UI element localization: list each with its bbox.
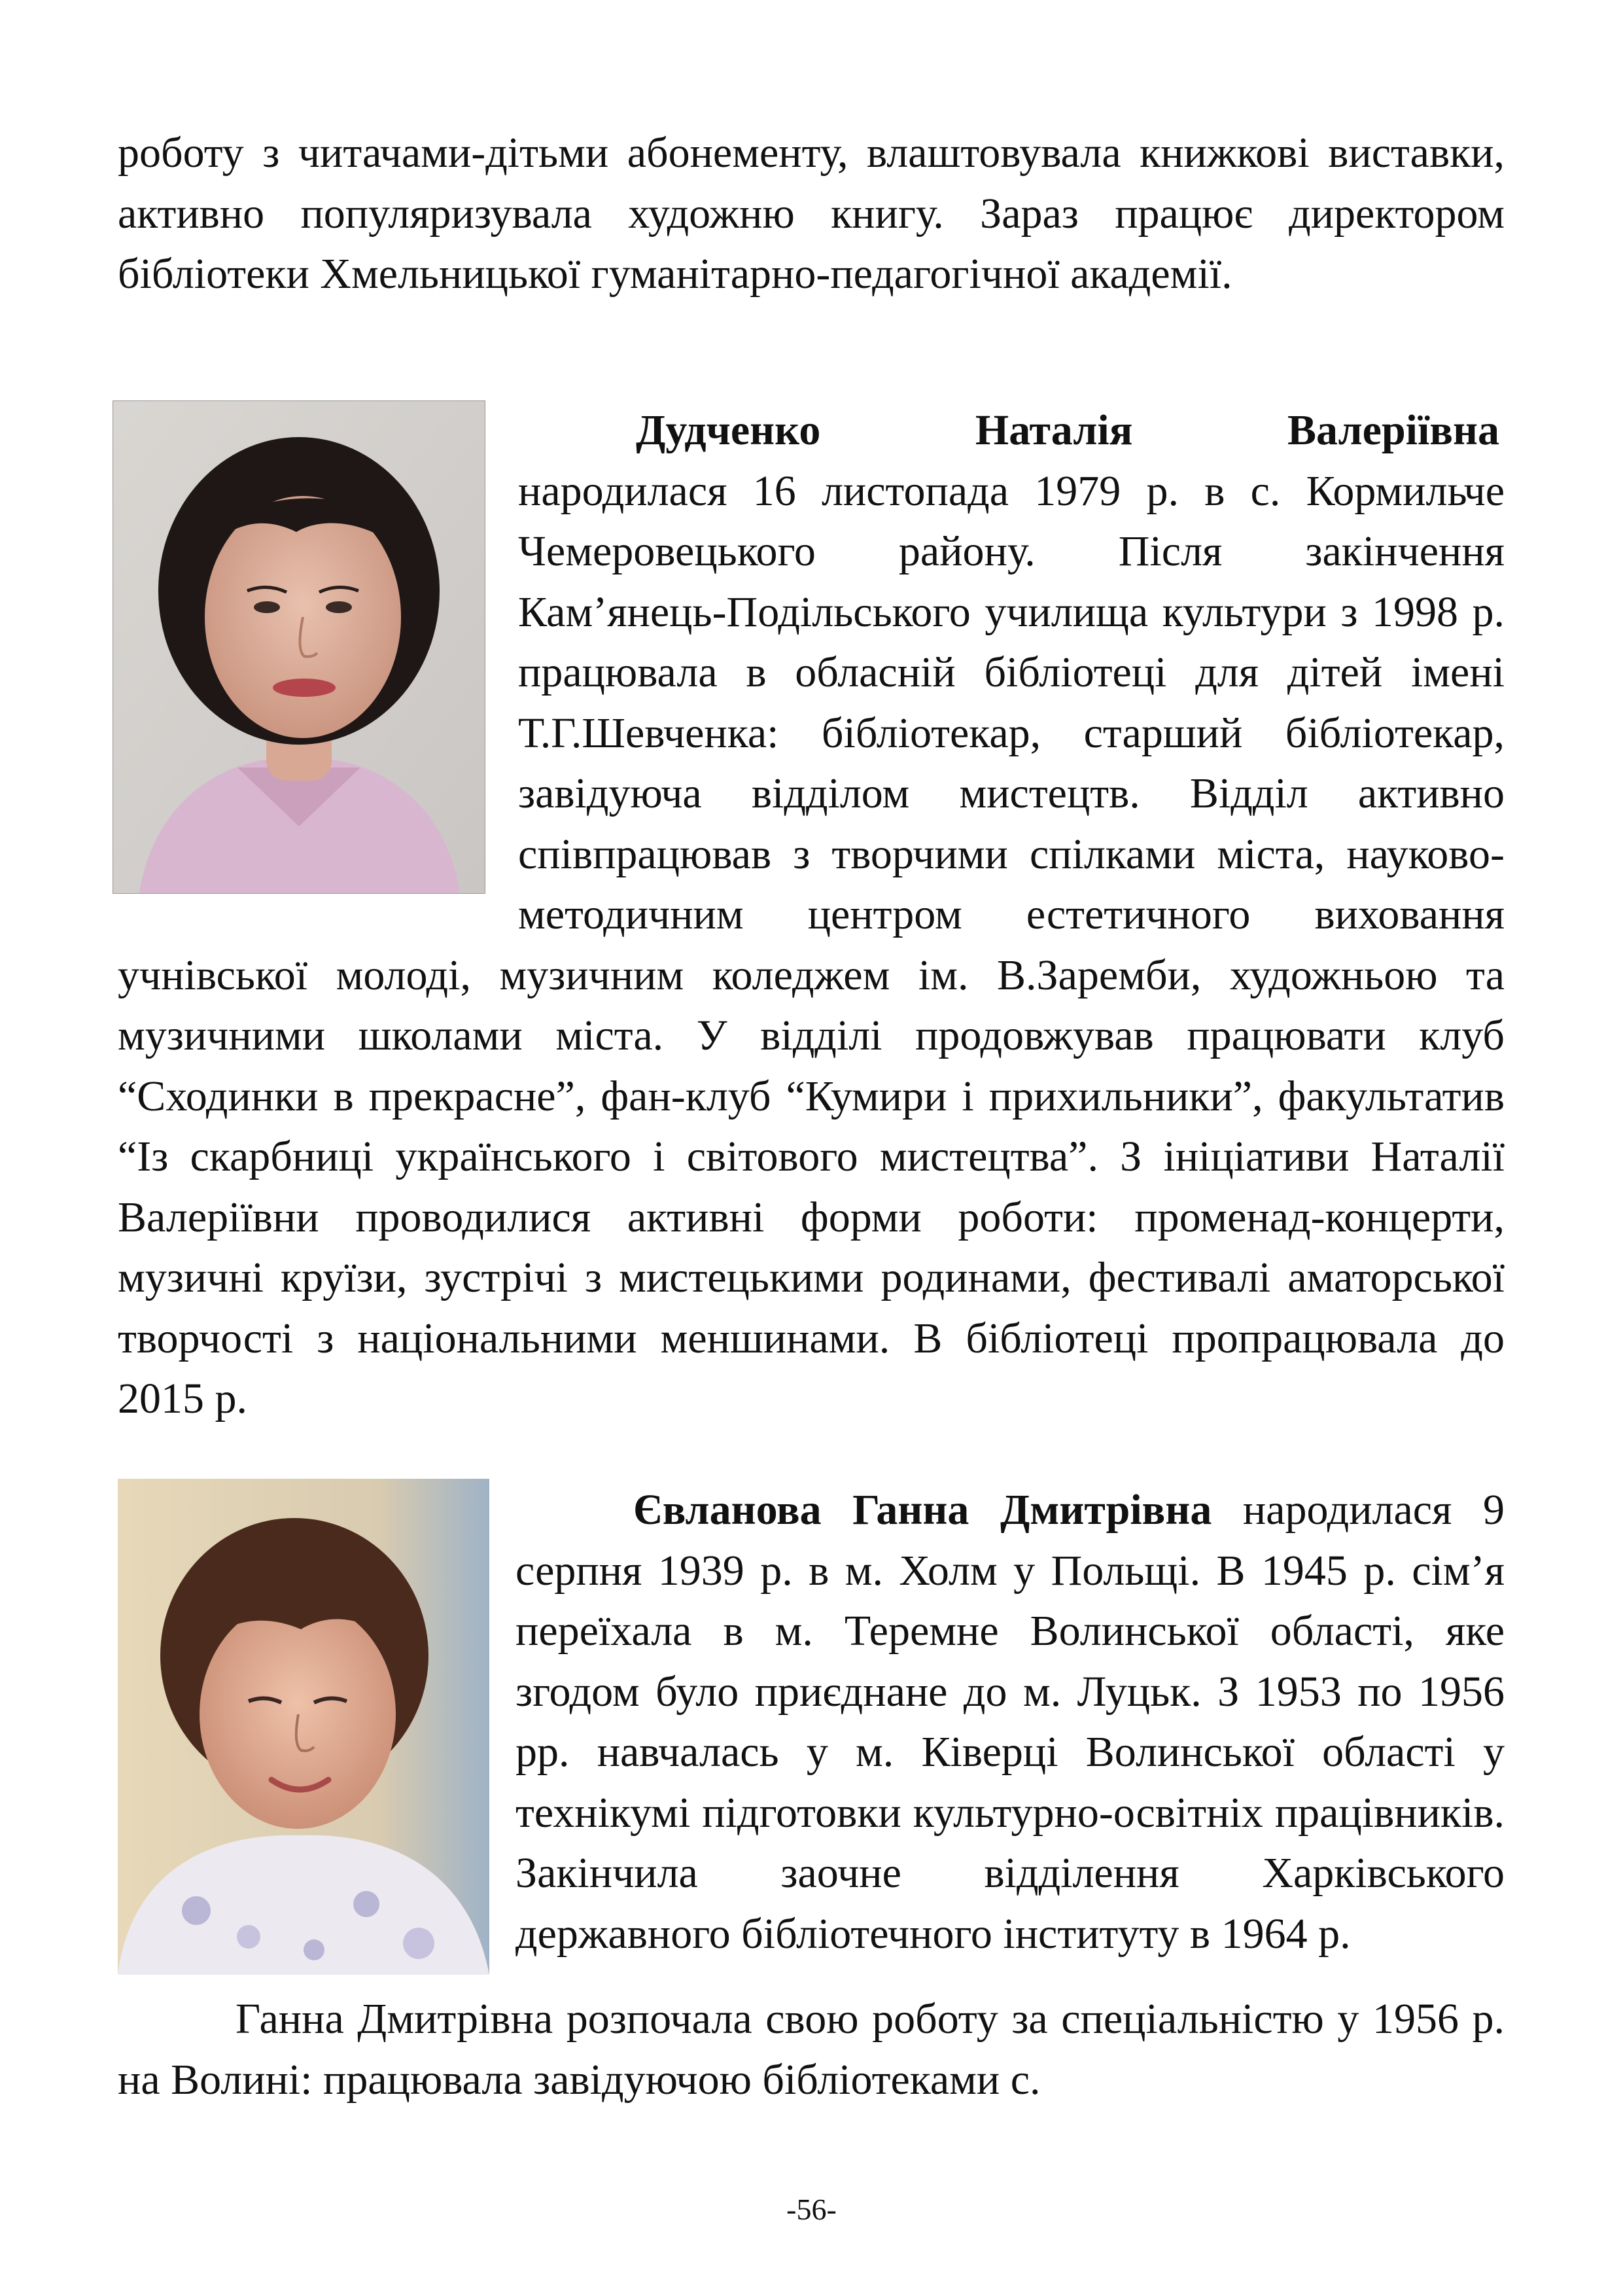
intro-paragraph: роботу з читачами-дітьми абонементу, влаштовувала книжкові виставки, активно популяризувала художню книгу. Зараз працює директором бібліотеки Хмельницької гуманітарно-педагогічної академії. xyxy=(118,129,1505,298)
photo-yevlanova-wrap xyxy=(118,1479,489,1975)
bio-name: Євланова Ганна Дмитрівна xyxy=(633,1486,1212,1534)
bio-yevlanova xyxy=(118,1480,1505,1976)
photo-dudchenko-wrap xyxy=(113,400,484,892)
continuation-paragraph: Ганна Дмитрівна розпочала свою роботу за спеціальністю у 1956 р. на Волині: працювала завідуючою бібліотеками с. xyxy=(118,1995,1505,2104)
bio-text: народилася 16 листопада 1979 р. в с. Кормильче Чемеровецького району. Після закінчення Кам’янець-Подільського училища культури з 1998 р. працювала в обласній бібліотеці для дітей імені Т.Г.Шевченка: бібліотекар, старший бібліотекар, завідуюча відділом мистецтв. Відділ активно співпрацював з творчими спілками міста, науково-методичним центром естетичного виховання учнівської молоді, музичним коледжем ім. В.Заремби, художньою та музичними школами міста. У відділі продовжував працювати клуб “Сходинки в прекрасне”, фан-клуб “Кумири і прихильники”, факультатив “Із скарбниці українського і світового мистецтва”. З ініціативи Наталії Валеріївни проводилися активні форми роботи: променад-концерти, музичні круїзи, зустрічі з мистецькими родинами, фестивалі аматорської творчості з національними меншинами. В бібліотеці пропрацювала до 2015 р. xyxy=(118,467,1505,1422)
bio-name: Дудченко Наталія Валеріївна xyxy=(636,406,1499,454)
portrait-photo-dudchenko xyxy=(113,400,485,894)
page-number: -56- xyxy=(786,2193,837,2226)
portrait-photo-yevlanova xyxy=(118,1479,489,1975)
bio-text: народилася 9 серпня 1939 р. в м. Холм у Польщі. В 1945 р. сім’я переїхала в м. Теремне Волинської області, яке згодом було приєднане до м. Луцьк. З 1953 по 1956 рр. навчалась у м. Ківерці Волинської області у технікумі підготовки культурно-освітніх працівників. Закінчила заочне відділення Харківського державного бібліотечного інституту в 1964 р. xyxy=(515,1486,1505,1958)
bio-dudchenko xyxy=(118,400,1505,1430)
